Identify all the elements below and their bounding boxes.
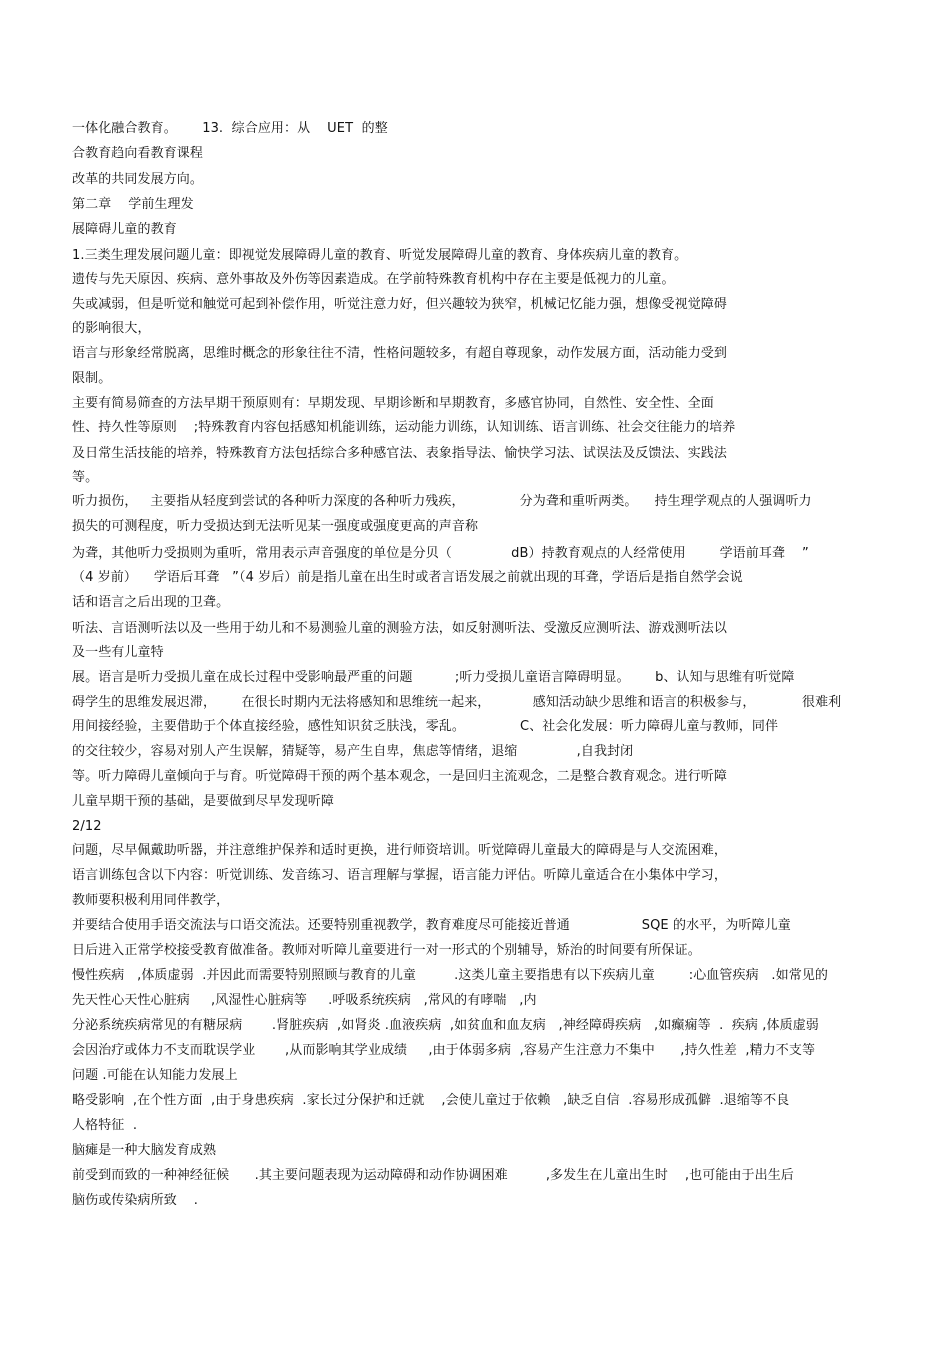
text-line: 的影响很大， [72,321,151,336]
text-line: 听力损伤， 主要指从轻度到尝试的各种听力深度的各种听力残疾， 分为聋和重听两类。 持生理学观点的人强调听力 [72,494,812,509]
text-line: 限制。 [72,371,112,386]
text-line: 失或减弱，但是听觉和触觉可起到补偿作用，听觉注意力好，但兴趣较为狭窄，机械记忆能力强，想像受视觉障碍 [72,297,728,312]
text-line: 损失的可测程度，听力受损达到无法听见某一强度或强度更高的声音称 [72,519,479,534]
text-line: 用间接经验，主要借助于个体直接经验，感性知识贫乏肤浅，零乱。 C、社会化发展：听力障碍儿童与教师，同伴 [72,719,779,734]
text-line: 会因治疗或体力不支而耽误学业 ,从而影响其学业成绩 ,由于体弱多病 ,容易产生注意力不集中 ,持久性差 ,精力不支等 [72,1043,816,1058]
text-line: 主要有简易筛查的方法早期干预原则有：早期发现、早期诊断和早期教育，多感官协同，自然性、安全性、全面 [72,396,714,411]
text-line: 脑瘫是一种大脑发育成熟 [72,1143,217,1158]
text-line: 并要结合使用手语交流法与口语交流法。还要特别重视教学，教育难度尽可能接近普通 SQE 的水平，为听障儿童 [72,918,791,933]
text-line: 日后进入正常学校接受教育做准备。教师对听障儿童要进行一对一形式的个别辅导，矫治的时间要有所保证。 [72,943,701,958]
text-line: 等。听力障碍儿童倾向于与育。听觉障碍干预的两个基本观念，一是回归主流观念，二是整合教育观念。进行听障 [72,769,728,784]
text-line: 人格特征 . [72,1118,138,1133]
text-line: 先天性心天性心脏病 ,风湿性心脏病等 .呼吸系统疾病 ,常风的有哮喘 ,内 [72,993,537,1008]
page-number: 2/12 [72,819,102,834]
text-line: 语言与形象经常脱离，思维时概念的形象往往不清，性格问题较多，有超自尊现象，动作发展方面，活动能力受到 [72,346,728,361]
text-line: 展。语言是听力受损儿童在成长过程中受影响最严重的问题 ;听力受损儿童语言障碍明显。 b、认知与思维有听觉障 [72,670,795,685]
text-line: 性、持久性等原则 ;特殊教育内容包括感知机能训练，运动能力训练，认知训练、语言训练、社会交往能力的培养 [72,420,736,435]
text-line: 第二章 学前生理发 [72,197,194,212]
text-line: 改革的共同发展方向。 [72,172,204,187]
text-line: 的交往较少，容易对别人产生误解，猜疑等，易产生自卑，焦虑等情绪，退缩 ,自我封闭 [72,744,634,759]
text-line: 遗传与先天原因、疾病、意外事故及外伤等因素造成。在学前特殊教育机构中存在主要是低视力的儿童。 [72,272,675,287]
text-line: 合教育趋向看教育课程 [72,146,204,161]
text-line: 教师要积极利用同伴教学， [72,893,230,908]
text-line: （4 岁前） 学语后耳聋 ”（4 岁后）前是指儿童在出生时或者言语发展之前就出现的耳聋，学语后是指自然学会说 [72,570,743,585]
text-line: 语言训练包含以下内容：听觉训练、发音练习、语言理解与掌握，语言能力评估。听障儿童适合在小集体中学习， [72,868,728,883]
text-line: 及日常生活技能的培养，特殊教育方法包括综合多种感官法、表象指导法、愉快学习法、试误法及反馈法、实践法 [72,446,728,461]
text-line: 碍学生的思维发展迟滞， 在很长时期内无法将感知和思维统一起来， 感知活动缺少思维和语言的积极参与， 很难利 [72,695,842,710]
text-line: 一体化融合教育。 13. 综合应用：从 UET 的整 [72,121,388,136]
text-line: 为聋，其他听力受损则为重听，常用表示声音强度的单位是分贝（ dB）持教育观点的人经常使用 学语前耳聋 ” [72,546,809,561]
text-line: 听法、言语测听法以及一些用于幼儿和不易测验儿童的测验方法，如反射测听法、受激反应测听法、游戏测听法以 [72,621,728,636]
text-line: 及一些有儿童特 [72,645,164,660]
text-line: 儿童早期干预的基础，是要做到尽早发现听障 [72,794,335,809]
text-line: 等。 [72,470,99,485]
text-line: 慢性疾病 ,体质虚弱 .并因此而需要特别照顾与教育的儿童 .这类儿童主要指患有以下疾病儿童 :心血管疾病 .如常见的 [72,968,829,983]
text-line: 分泌系统疾病常见的有糖尿病 .肾脏疾病 ,如肾炎 .血液疾病 ,如贫血和血友病 ,神经障碍疾病 ,如癫痫等 . 疾病 ,体质虚弱 [72,1018,819,1033]
text-line: 问题 .可能在认知能力发展上 [72,1068,238,1083]
text-line: 展障碍儿童的教育 [72,222,177,237]
text-line: 脑伤或传染病所致 . [72,1193,198,1208]
text-line: 话和语言之后出现的卫聋。 [72,595,230,610]
text-line: 问题，尽早佩戴助听器，并注意维护保养和适时更换，进行师资培训。听觉障碍儿童最大的障碍是与人交流困难， [72,843,728,858]
text-line: 前受到而致的一种神经征候 .其主要问题表现为运动障碍和动作协调困难 ,多发生在儿童出生时 ,也可能由于出生后 [72,1168,794,1183]
text-line: 略受影响 ,在个性方面 ,由于身患疾病 .家长过分保护和迁就 ,会使儿童过于依赖 ,缺乏自信 .容易形成孤僻 .退缩等不良 [72,1093,790,1108]
text-line: 1.三类生理发展问题儿童：即视觉发展障碍儿童的教育、听觉发展障碍儿童的教育、身体疾病儿童的教育。 [72,248,688,263]
